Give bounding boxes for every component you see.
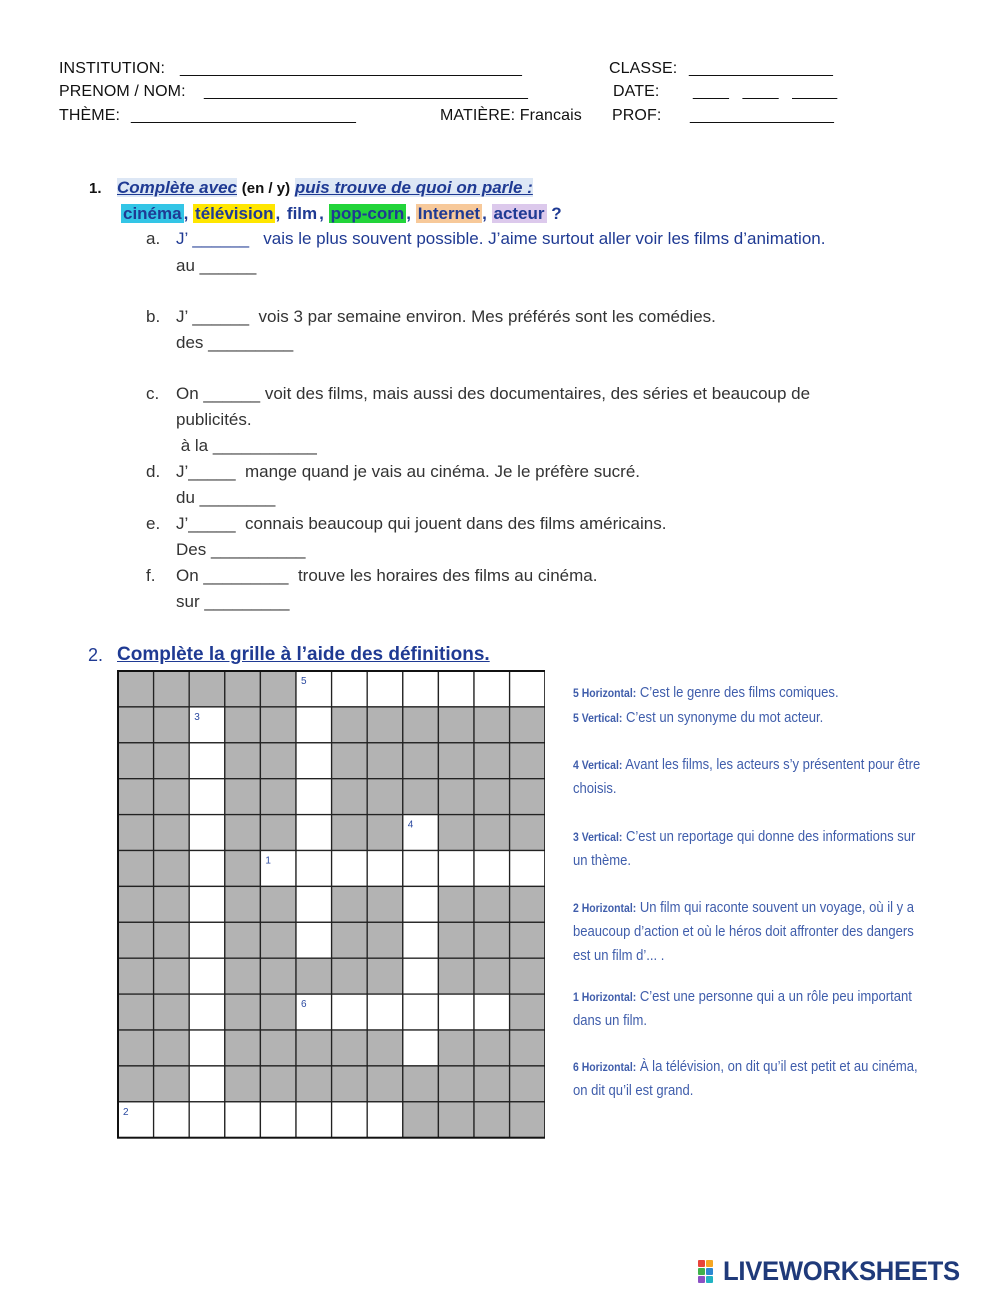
item-answer-field[interactable]: des _________ — [176, 333, 294, 352]
grid-cell-blocked — [225, 779, 261, 815]
word-pop-corn: pop-corn — [330, 204, 405, 223]
grid-cell-blocked — [510, 743, 545, 779]
grid-cell-empty[interactable] — [296, 922, 332, 958]
grid-cell-blocked — [154, 779, 190, 815]
exercise1-title-part1: Complète avec — [117, 178, 237, 197]
item-sentence-continued: publicités. — [176, 410, 252, 429]
item-sentence[interactable]: J’_____ mange quand je vais au cinéma. Je le préfère sucré. — [176, 462, 640, 481]
clue-label: 2 Horizontal: — [573, 901, 637, 915]
grid-cell-blocked — [260, 671, 296, 707]
clue-5-horizontal — [573, 681, 931, 705]
grid-cell-empty[interactable] — [189, 886, 225, 922]
grid-cell-blocked — [367, 1066, 403, 1102]
matiere-text: MATIÈRE: Francais — [440, 107, 582, 124]
grid-cell-empty[interactable] — [189, 779, 225, 815]
item-a — [146, 229, 825, 249]
grid-cell-blocked — [118, 994, 154, 1030]
grid-cell-blocked — [367, 886, 403, 922]
grid-cell-blocked — [154, 743, 190, 779]
grid-cell-blocked — [474, 743, 510, 779]
grid-cell-blocked — [332, 958, 368, 994]
word-télévision: télévision — [195, 204, 274, 223]
grid-cell-empty[interactable] — [189, 743, 225, 779]
exercise2-title: Complète la grille à l’aide des définitions. — [117, 644, 490, 665]
grid-cell-empty[interactable] — [403, 851, 439, 887]
grid-cell-blocked — [225, 851, 261, 887]
grid-cell-empty[interactable] — [189, 1066, 225, 1102]
grid-cell-blocked — [510, 1066, 545, 1102]
grid-cell-blocked — [367, 779, 403, 815]
grid-cell-blocked — [510, 886, 545, 922]
grid-cell-blocked — [510, 1102, 545, 1138]
grid-cell-empty[interactable] — [403, 994, 439, 1030]
grid-cell-blocked — [260, 743, 296, 779]
grid-cell-blocked — [332, 707, 368, 743]
grid-cell-empty[interactable] — [296, 743, 332, 779]
grid-cell-empty[interactable] — [367, 851, 403, 887]
grid-cell-blocked — [154, 922, 190, 958]
grid-cell-empty[interactable] — [189, 1102, 225, 1138]
grid-cell-empty[interactable] — [189, 1030, 225, 1066]
institution-field[interactable]: ______________________________________ — [180, 60, 522, 77]
grid-cell-blocked — [296, 958, 332, 994]
grid-cell-empty[interactable] — [403, 671, 439, 707]
grid-cell-blocked — [118, 922, 154, 958]
clue-label: 5 Vertical: — [573, 711, 623, 725]
item-answer-field[interactable]: du ________ — [176, 488, 276, 507]
grid-cell-blocked — [332, 1030, 368, 1066]
grid-cell-blocked — [225, 1066, 261, 1102]
grid-cell-blocked — [438, 815, 474, 851]
exercise1-number: 1. — [89, 180, 102, 197]
grid-cell-empty[interactable] — [332, 1102, 368, 1138]
grid-cell-empty[interactable] — [438, 851, 474, 887]
theme-label: THÈME: — [59, 107, 121, 124]
grid-cell-empty[interactable] — [474, 994, 510, 1030]
grid-cell-blocked — [403, 779, 439, 815]
classe-field[interactable]: ________________ — [689, 60, 833, 77]
grid-cell-blocked — [367, 815, 403, 851]
grid-cell-empty[interactable] — [403, 922, 439, 958]
grid-cell-blocked — [296, 1066, 332, 1102]
clue-6-horizontal — [573, 1055, 931, 1103]
clue-label: 3 Vertical: — [573, 830, 623, 844]
grid-cell-empty[interactable] — [189, 958, 225, 994]
grid-cell-empty[interactable] — [332, 994, 368, 1030]
grid-cell-blocked — [403, 743, 439, 779]
grid-cell-blocked — [474, 815, 510, 851]
grid-cell-empty[interactable] — [332, 671, 368, 707]
grid-cell-blocked — [332, 886, 368, 922]
grid-cell-empty[interactable] — [474, 671, 510, 707]
grid-cell-blocked — [438, 707, 474, 743]
grid-cell-blocked — [403, 1066, 439, 1102]
grid-cell-blocked — [367, 958, 403, 994]
grid-cell-blocked — [260, 779, 296, 815]
crossword-grid — [117, 670, 545, 1140]
classe-label: CLASSE: — [609, 60, 678, 77]
grid-cell-blocked — [438, 1030, 474, 1066]
clue-text: Avant les films, les acteurs s’y présentent pour être choisis. — [573, 756, 921, 797]
grid-cell-blocked — [403, 1102, 439, 1138]
grid-cell-blocked — [510, 994, 545, 1030]
grid-cell-empty[interactable] — [296, 779, 332, 815]
item-answer-field[interactable]: sur _________ — [176, 592, 290, 611]
grid-cell-empty[interactable] — [367, 671, 403, 707]
grid-clue-number: 6 — [301, 999, 307, 1011]
date-label: DATE: — [613, 83, 660, 100]
grid-cell-empty[interactable] — [510, 851, 545, 887]
grid-cell-blocked — [260, 958, 296, 994]
logo-text: LIVEWORKSHEETS — [723, 1256, 960, 1286]
grid-cell-blocked — [510, 707, 545, 743]
grid-cell-empty[interactable] — [189, 851, 225, 887]
clue-label: 5 Horizontal: — [573, 686, 637, 700]
item-label: d. — [146, 462, 161, 481]
grid-cell-blocked — [225, 958, 261, 994]
clue-label: 6 Horizontal: — [573, 1060, 637, 1074]
word-internet: Internet — [417, 204, 481, 223]
grid-cell-blocked — [154, 958, 190, 994]
item-d — [146, 462, 640, 482]
grid-cell-empty[interactable] — [296, 886, 332, 922]
grid-cell-blocked — [474, 958, 510, 994]
grid-cell-blocked — [154, 671, 190, 707]
grid-cell-empty[interactable] — [438, 671, 474, 707]
grid-cell-blocked — [510, 815, 545, 851]
clue-1-horizontal — [573, 985, 931, 1033]
grid-cell-empty[interactable] — [438, 994, 474, 1030]
grid-cell-blocked — [474, 886, 510, 922]
grid-cell-blocked — [225, 994, 261, 1030]
clue-label: 1 Horizontal: — [573, 990, 637, 1004]
clue-text: À la télévision, on dit qu’il est petit et au cinéma, on dit qu’il est grand. — [573, 1058, 918, 1099]
grid-cell-blocked — [403, 707, 439, 743]
grid-cell-blocked — [438, 1066, 474, 1102]
grid-clue-number: 2 — [123, 1106, 129, 1118]
grid-cell-blocked — [260, 1066, 296, 1102]
clue-2-horizontal — [573, 896, 931, 968]
grid-cell-empty[interactable] — [296, 1102, 332, 1138]
exercise2-number: 2. — [88, 645, 104, 665]
clue-3-vertical — [573, 825, 931, 873]
prenom-field[interactable]: ____________________________________ — [204, 83, 528, 100]
grid-cell-blocked — [118, 1066, 154, 1102]
grid-cell-blocked — [367, 743, 403, 779]
grid-cell-blocked — [438, 743, 474, 779]
grid-cell-blocked — [260, 1030, 296, 1066]
grid-cell-empty[interactable] — [154, 1102, 190, 1138]
grid-cell-empty[interactable] — [296, 707, 332, 743]
grid-cell-blocked — [118, 743, 154, 779]
grid-cell-blocked — [510, 958, 545, 994]
clue-text: C’est une personne qui a un rôle peu important dans un film. — [573, 988, 912, 1029]
grid-cell-empty[interactable] — [189, 815, 225, 851]
date-field[interactable]: ____ ____ _____ — [693, 83, 838, 100]
grid-cell-blocked — [332, 779, 368, 815]
grid-cell-blocked — [118, 707, 154, 743]
grid-cell-blocked — [510, 1030, 545, 1066]
grid-cell-blocked — [118, 886, 154, 922]
grid-cell-blocked — [154, 1066, 190, 1102]
grid-cell-empty[interactable] — [260, 1102, 296, 1138]
clue-text: C’est un reportage qui donne des informations sur un thème. — [573, 828, 916, 869]
item-sentence[interactable]: J’_____ connais beaucoup qui jouent dans des films américains. — [176, 514, 667, 533]
grid-cell-blocked — [332, 1066, 368, 1102]
liveworksheets-logo-icon — [697, 1259, 723, 1285]
grid-cell-empty[interactable] — [403, 886, 439, 922]
clue-text: C’est le genre des films comiques. — [636, 684, 839, 701]
grid-cell-empty[interactable] — [332, 851, 368, 887]
grid-cell-empty[interactable] — [189, 994, 225, 1030]
grid-cell-blocked — [438, 779, 474, 815]
grid-cell-empty[interactable] — [403, 1030, 439, 1066]
grid-cell-blocked — [154, 994, 190, 1030]
grid-cell-blocked — [154, 707, 190, 743]
liveworksheets-logo — [697, 1256, 972, 1287]
grid-cell-blocked — [225, 815, 261, 851]
grid-cell-blocked — [154, 1030, 190, 1066]
theme-field[interactable]: _________________________ — [131, 107, 356, 124]
clue-text: C’est un synonyme du mot acteur. — [622, 709, 824, 726]
grid-cell-blocked — [154, 815, 190, 851]
grid-cell-blocked — [438, 922, 474, 958]
grid-cell-blocked — [474, 779, 510, 815]
grid-cell-blocked — [474, 1102, 510, 1138]
grid-cell-blocked — [118, 671, 154, 707]
grid-clue-number: 4 — [407, 819, 414, 831]
clue-4-vertical — [573, 753, 931, 801]
grid-cell-blocked — [367, 922, 403, 958]
word-acteur: acteur — [493, 204, 545, 223]
item-sentence[interactable]: On _________ trouve les horaires des films au cinéma. — [176, 566, 598, 585]
item-answer-field[interactable]: à la ___________ — [176, 436, 317, 455]
item-e — [146, 514, 666, 534]
prof-field[interactable]: ________________ — [690, 107, 834, 124]
prof-label: PROF: — [612, 107, 662, 124]
grid-cell-blocked — [189, 671, 225, 707]
grid-cell-empty[interactable] — [367, 1102, 403, 1138]
grid-cell-blocked — [260, 994, 296, 1030]
item-f — [146, 566, 597, 586]
prenom-label: PRENOM / NOM: — [59, 83, 186, 100]
grid-cell-blocked — [225, 671, 261, 707]
clue-label: 4 Vertical: — [573, 758, 623, 772]
item-sentence[interactable]: J’ ______ vois 3 par semaine environ. Mes préférés sont les comédies. — [176, 307, 716, 326]
question-mark: ? — [551, 204, 562, 223]
grid-cell-blocked — [474, 707, 510, 743]
word-bank: cinéma , télévision , film , pop-corn , Internet , acteur ? — [123, 204, 562, 223]
word-film: film — [286, 204, 318, 223]
item-label: b. — [146, 307, 161, 326]
grid-cell-blocked — [474, 1030, 510, 1066]
item-answer-field[interactable]: au ______ — [176, 256, 257, 275]
exercise1-title-part2: puis trouve de quoi on parle : — [294, 178, 533, 197]
exercise1-title-en-y: (en / y) — [241, 180, 291, 197]
grid-cell-blocked — [296, 1030, 332, 1066]
grid-cell-empty[interactable] — [474, 851, 510, 887]
grid-clue-number: 1 — [265, 855, 271, 867]
grid-cell-empty[interactable] — [296, 851, 332, 887]
grid-cell-blocked — [118, 815, 154, 851]
grid-cell-empty[interactable] — [403, 958, 439, 994]
grid-cell-blocked — [225, 743, 261, 779]
grid-cell-blocked — [225, 707, 261, 743]
grid-cell-empty[interactable] — [225, 1102, 261, 1138]
item-label: e. — [146, 514, 161, 533]
exercise1-title — [117, 178, 533, 198]
item-label: a. — [146, 229, 161, 248]
grid-cell-blocked — [438, 1102, 474, 1138]
grid-cell-blocked — [438, 958, 474, 994]
item-b — [146, 307, 716, 327]
word-cinéma: cinéma — [123, 204, 182, 223]
grid-cell-blocked — [474, 922, 510, 958]
grid-cell-blocked — [260, 707, 296, 743]
grid-cell-empty[interactable] — [296, 815, 332, 851]
grid-cell-blocked — [438, 886, 474, 922]
item-sentence[interactable]: On ______ voit des films, mais aussi des documentaires, des séries et beaucoup de — [176, 384, 811, 403]
item-answer-field[interactable]: Des __________ — [176, 540, 306, 559]
grid-cell-blocked — [332, 922, 368, 958]
institution-label: INSTITUTION: — [59, 60, 166, 77]
grid-cell-blocked — [510, 779, 545, 815]
grid-cell-blocked — [260, 815, 296, 851]
grid-cell-empty[interactable] — [367, 994, 403, 1030]
grid-cell-blocked — [510, 922, 545, 958]
item-sentence[interactable]: J’ ______ vais le plus souvent possible. J’aime surtout aller voir les films d’animation. — [176, 229, 826, 248]
grid-cell-blocked — [367, 707, 403, 743]
clue-5-vertical — [573, 706, 931, 730]
grid-cell-empty[interactable] — [510, 671, 545, 707]
grid-cell-blocked — [260, 886, 296, 922]
grid-cell-blocked — [332, 815, 368, 851]
grid-cell-blocked — [154, 851, 190, 887]
grid-cell-blocked — [260, 922, 296, 958]
item-c — [146, 384, 810, 404]
grid-cell-blocked — [225, 1030, 261, 1066]
grid-cell-blocked — [118, 779, 154, 815]
grid-cell-blocked — [332, 743, 368, 779]
grid-clue-number: 5 — [301, 676, 307, 687]
grid-cell-blocked — [118, 1030, 154, 1066]
item-label: c. — [146, 384, 160, 403]
grid-cell-blocked — [225, 886, 261, 922]
grid-cell-blocked — [474, 1066, 510, 1102]
item-label: f. — [146, 566, 156, 585]
grid-clue-number: 3 — [194, 711, 200, 723]
grid-cell-blocked — [367, 1030, 403, 1066]
grid-cell-blocked — [118, 851, 154, 887]
grid-cell-blocked — [118, 958, 154, 994]
grid-cell-blocked — [225, 922, 261, 958]
clue-text: Un film qui raconte souvent un voyage, où il y a beaucoup d’action et où le héros doit affronter des dangers est un film d’... . — [573, 899, 915, 964]
grid-cell-empty[interactable] — [189, 922, 225, 958]
grid-cell-blocked — [154, 886, 190, 922]
